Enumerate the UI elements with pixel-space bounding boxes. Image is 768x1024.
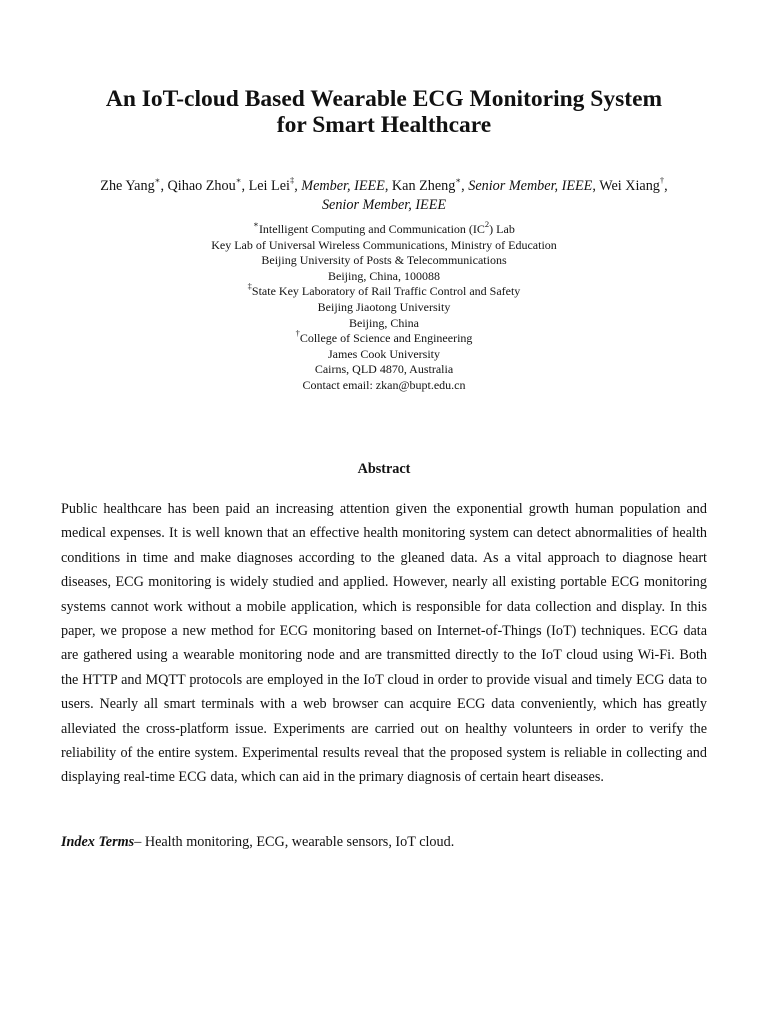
affiliation-mark: †	[295, 328, 300, 339]
author-name: Zhe Yang	[100, 178, 155, 194]
affiliation-line: †College of Science and Engineering	[295, 328, 473, 346]
contact-email: Contact email: zkan@bupt.edu.cn	[302, 377, 466, 392]
author-name: Kan Zheng	[391, 178, 456, 194]
affiliation-line: ∗Intelligent Computing and Communication $(IC^2)$ Lab	[253, 219, 515, 236]
author-mark: ∗	[154, 175, 161, 186]
author-name: Wei Xiang	[599, 178, 660, 194]
author-line-1: Zhe Yang∗, Qihao Zhou∗, Lei Lei‡, Member, IEEE, Kan Zheng∗, Senior Member, IEEE, Wei Xiang†,	[100, 175, 668, 194]
paper-title	[40, 86, 728, 138]
author-mark: ∗	[455, 175, 462, 186]
index-terms-separator: –	[134, 834, 145, 850]
affiliation-line: ‡State Key Laboratory of Rail Traffic Control and Safety	[247, 281, 521, 299]
author-mark: ‡	[289, 175, 295, 186]
author-role: Senior Member, IEEE	[321, 197, 447, 213]
abstract-heading: Abstract	[357, 461, 411, 477]
affiliation-line: Beijing Jiaotong University	[317, 299, 451, 314]
affiliation-line: Key Lab of Universal Wireless Communications, Ministry of Education	[211, 237, 557, 252]
author-mark: ∗	[235, 175, 242, 186]
index-terms-text: Health monitoring, ECG, wearable sensors, IoT cloud.	[144, 834, 455, 850]
affiliation-line: Cairns, QLD 4870, Australia	[314, 362, 454, 377]
index-terms	[61, 830, 707, 854]
author-line-2	[40, 196, 728, 215]
index-terms-label: Index Terms	[61, 834, 135, 850]
affiliations	[40, 219, 728, 394]
author-role: Senior Member, IEEE	[468, 178, 593, 194]
author-list	[40, 177, 728, 215]
author-mark: †	[659, 175, 665, 186]
title-line-1: An IoT-cloud Based Wearable ECG Monitoring System	[105, 86, 663, 112]
affiliation-mark: ‡	[247, 281, 252, 292]
author-role: Member, IEEE	[301, 178, 385, 194]
affiliation-mark: ∗	[253, 219, 259, 229]
title-line-2: for Smart Healthcare	[276, 112, 492, 138]
affiliation-line: James Cook University	[328, 346, 440, 361]
affiliation-line: Beijing University of Posts & Telecommunications	[261, 253, 507, 268]
affiliation-line: Beijing, China, 100088	[328, 268, 440, 283]
author-name: Lei Lei	[248, 178, 290, 194]
affiliation-line: Beijing, China	[349, 315, 419, 330]
author-name: Qihao Zhou	[167, 178, 236, 194]
abstract-body: Public healthcare has been paid an increasing attention given the exponential growth human population and medical expenses. It is well known that an effective health monitoring system can detect abnormalities of health conditions in time and make diagnoses according to the gleaned data. As a vital approach to diagnose heart diseases, ECG monitoring is widely studied and applied. However, nearly all existing portable ECG monitoring systems cannot work without a mobile application, which is responsible for data collection and display. In this paper, we propose a new method for ECG monitoring based on Internet-of-Things (IoT) techniques. ECG data are gathered using a wearable monitoring node and are transmitted directly to the IoT cloud using Wi-Fi. Both the HTTP and MQTT protocols are employed in the IoT cloud in order to provide visual and timely ECG data to users. Nearly all smart terminals with a web browser can acquire ECG data conveniently, which has greatly alleviated the cross-platform issue. Experiments are carried out on healthy volunteers in order to verify the reliability of the entire system. Experimental results reveal that the proposed system is reliable in collecting and displaying real-time ECG data, which can aid in the primary diagnosis of certain heart diseases.	[61, 501, 707, 786]
